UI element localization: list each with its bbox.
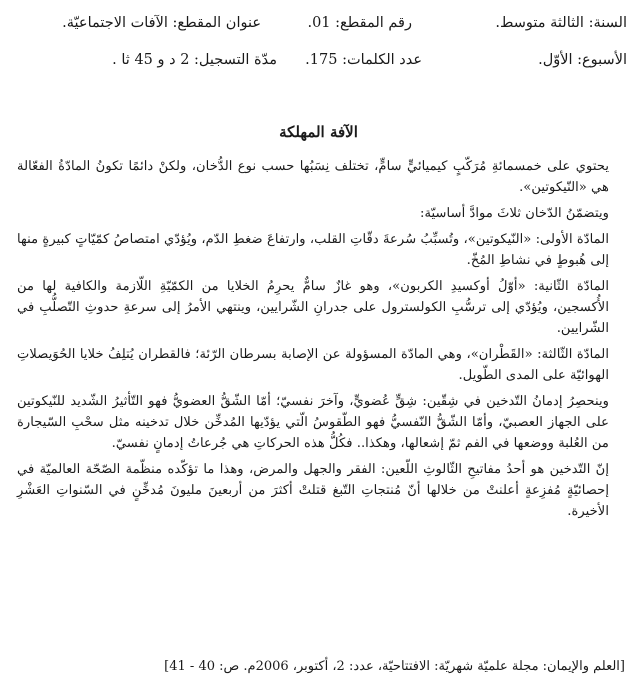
header-unit-number: رقم المقطع: 01.: [307, 15, 412, 31]
paragraph-addiction: وينحصِرُ إدمانُ التّدخين في شِقّين: شِقٍّ عُضويٍّ، وآخرَ نفسيّ؛ أمّا الشّقُّ العضويُّ فهو التّأثيرُ الشّديد للنّيكوتين على الجهاز العصبيّ، وأمّا الشّقُّ النّفسيُّ فهو الطّقوسُ الّتي يؤدّيها المُدخِّن خلال تدخينه مثل سحْبِ السّيجارة من العُلبة ووضعها في الفم ثمّ إشعالها، وهكذا.. فكُلُّ هذه الحركاتِ هي جُرعاتُ إدمانٍ نفسيّ.: [17, 394, 609, 451]
paragraph-intro: يحتوي على خمسمائةِ مُرَكّبٍ كيميائيٍّ سامٍّ، تختلف نِسَبُها حسب نوع الدُّخان، ولكنْ دائمًا تكونُ المادّةُ الفعّالة هي «النّيكوتين».: [17, 159, 609, 195]
header-week: الأسبوع: الأوّل.: [538, 52, 627, 68]
paragraph-tar: المادّة الثّالثة: «القَطْران»، وهي المادّة المسؤولة عن الإصابة بسرطان الرّئة؛ فالقطران يُتلِفُ خلايا الحُوَيصلاتِ الهوائيّة على المدى الطّويل.: [17, 347, 609, 383]
paragraph-components: ويتضمّنُ الدّخان ثلاثَ موادَّ أساسيّة:: [420, 206, 609, 221]
paragraph-nicotine: المادّة الأولى: «النّيكوتين»، وتُسبِّبُ سُرعةَ دقّاتِ القلب، وارتفاعَ ضغطِ الدّم، ويُؤدّي امتصاصُ كمّيّاتٍ كبيرةٍ منها إلى هُبوطٍ في نشاطِ المُخّ.: [17, 232, 609, 268]
header-duration: مدّة التسجيل: 2 د و 45 ثا .: [112, 52, 277, 68]
article-title: الآفة المهلكة: [279, 123, 358, 141]
paragraph-who-statistics: إنّ التّدخين هو أحدُ مفاتيحِ الثّالوثِ اللّعين: الفقر والجهل والمرض، وهذا ما تؤكّده منظّمة الصّحّة العالميّة في إحصائيّةٍ مُفزِعةٍ أعلنتْ من خلالها أنّ مُنتجاتِ التّبغ قتلتْ أكثرَ من أربعينَ مليونَ مُدخِّنٍ في السّنواتِ العَشْرِ الأخيرة.: [17, 462, 609, 519]
header-level: السنة: الثالثة متوسط.: [495, 15, 627, 31]
article-body: [17, 156, 609, 527]
source-citation: [العلم والإيمان: مجلة علميّة شهريّة: الافتتاحيّة، عدد: 2، أكتوبر، 2006م. ص: 40 - 41]: [164, 659, 625, 674]
header-word-count: عدد الكلمات: 175.: [305, 52, 422, 68]
paragraph-carbon-monoxide: المادّة الثّانية: «أوّلُ أوكسيدِ الكربون»، وهو غازٌ سامٌّ يحرِمُ الخلايا من الكمّيّةِ اللّازمة والكافية لها من الأُكسجين، ويُؤدّي إلى ترسُّبِ الكولسترول على جدرانِ الشّرايين، وينتهي الأمرُ إلى سرعةِ حدوثِ التّصلُّبِ في الشّرايين.: [17, 279, 609, 336]
header-unit-title: عنوان المقطع: الآفات الاجتماعيّة.: [62, 15, 261, 31]
